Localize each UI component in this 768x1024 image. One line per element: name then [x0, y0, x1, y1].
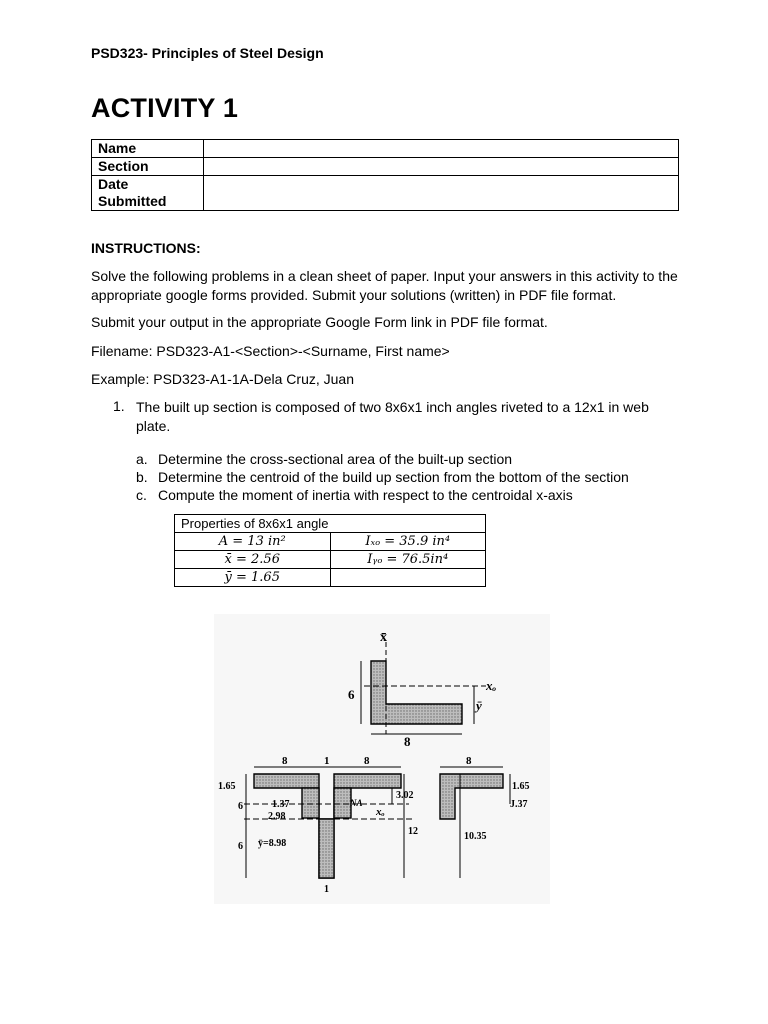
- filename-example: Example: PSD323-A1-1A-Dela Cruz, Juan: [91, 371, 355, 387]
- dim-1: 1: [324, 755, 330, 767]
- table-row: [92, 176, 679, 211]
- dim-137: 1.37: [272, 799, 290, 810]
- xbar-label: x̄: [380, 630, 387, 645]
- activity-title: ACTIVITY 1: [91, 93, 239, 123]
- section-value: [204, 158, 679, 176]
- instructions-paragraph-2: Submit your output in the appropriate Google Form link in PDF file format.: [91, 314, 548, 330]
- dim-8a: 8: [282, 755, 288, 767]
- dim-165-left: 1.65: [218, 781, 236, 792]
- dim-1035: 10.35: [464, 831, 487, 842]
- dim-12: 12: [408, 826, 418, 837]
- table-row: [92, 158, 679, 176]
- name-value: [204, 140, 679, 158]
- table-row: [175, 551, 486, 569]
- ybar-898: ȳ=8.98: [258, 838, 287, 849]
- table-row: [175, 515, 486, 533]
- property-ixo: Iₓₒ = 35.9 in⁴: [330, 533, 486, 551]
- student-info-table: [91, 139, 679, 211]
- angle-properties-table: [174, 514, 486, 587]
- dim-165-right: 1.65: [512, 781, 530, 792]
- date-submitted-label: Date Submitted: [92, 176, 204, 211]
- table-row: [92, 140, 679, 158]
- dim-6b: 6: [238, 841, 243, 852]
- table-row: [175, 569, 486, 587]
- dim-1b: 1: [324, 884, 329, 895]
- sub-question-c: [136, 486, 573, 504]
- table-row: [175, 533, 486, 551]
- property-iyo: Iᵧₒ = 76.5in⁴: [330, 551, 486, 569]
- filename-format: Filename: PSD323-A1-<Section>-<Surname, First name>: [91, 343, 450, 359]
- property-area: A = 13 in²: [175, 533, 331, 551]
- left-angle-leg: [302, 788, 319, 818]
- dim-37: J.37: [510, 799, 528, 810]
- sub-text: Compute the moment of inertia with respect to the centroidal x-axis: [158, 487, 573, 503]
- dim-298: 2.98: [268, 811, 286, 822]
- sub-letter: b.: [136, 469, 148, 485]
- sub-question-b: [136, 468, 629, 486]
- instructions-heading: INSTRUCTIONS:: [91, 240, 201, 256]
- built-up-section-figure: [214, 614, 550, 904]
- dim-8c: 8: [466, 755, 472, 767]
- dim-6-label: 6: [348, 687, 355, 702]
- problem-text: The built up section is composed of two 8x6x1 inch angles riveted to a 12x1 in web plate.: [136, 399, 649, 434]
- xo-label: xₒ: [486, 678, 497, 693]
- sub-question-a: [136, 450, 512, 468]
- sub-letter: a.: [136, 451, 148, 467]
- properties-header: Properties of 8x6x1 angle: [175, 515, 486, 533]
- dim-8b: 8: [364, 755, 370, 767]
- web-plate: [319, 819, 334, 878]
- problem-number: 1.: [113, 398, 125, 414]
- sub-text: Determine the centroid of the build up section from the bottom of the section: [158, 469, 629, 485]
- ybar-label: ȳ: [476, 698, 482, 713]
- dim-8-label: 8: [404, 734, 411, 749]
- sub-letter: c.: [136, 487, 147, 503]
- na-label: NA: [350, 798, 363, 808]
- section-label: Section: [92, 158, 204, 176]
- dim-302: 3.02: [396, 790, 414, 801]
- xo-bottom-label: xₒ: [376, 806, 385, 818]
- course-header: PSD323- Principles of Steel Design: [91, 45, 324, 61]
- property-ybar: ȳ = 1.65: [175, 569, 331, 587]
- dim-6a: 6: [238, 801, 243, 812]
- instructions-paragraph-1: Solve the following problems in a clean sheet of paper. Input your answers in this activity to the appropriate google forms provided. Submit your solutions (written) in PDF file format.: [91, 268, 678, 303]
- property-empty: [330, 569, 486, 587]
- sub-text: Determine the cross-sectional area of the built-up section: [158, 451, 513, 467]
- right-angle-leg: [334, 788, 351, 818]
- figure-background: [214, 614, 550, 904]
- property-xbar: x̄ = 2.56: [175, 551, 331, 569]
- date-submitted-value: [204, 176, 679, 211]
- name-label: Name: [92, 140, 204, 158]
